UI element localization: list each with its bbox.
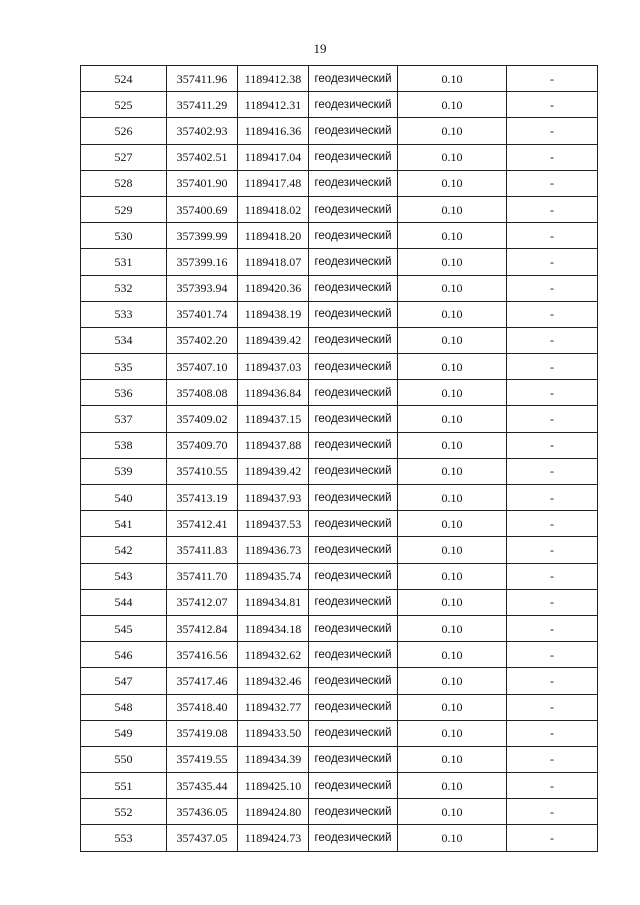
point-number-cell: 535 [81, 354, 167, 380]
table-row [81, 485, 598, 511]
accuracy-cell: 0.10 [398, 589, 507, 615]
accuracy-cell: 0.10 [398, 196, 507, 222]
table-row [81, 275, 598, 301]
table-row [81, 249, 598, 275]
y-coordinate-cell: 1189439.42 [238, 458, 309, 484]
accuracy-cell: 0.10 [398, 642, 507, 668]
accuracy-cell: 0.10 [398, 118, 507, 144]
method-cell: геодезический [309, 694, 398, 720]
note-cell: - [507, 720, 598, 746]
accuracy-cell: 0.10 [398, 380, 507, 406]
x-coordinate-cell: 357412.41 [167, 511, 238, 537]
method-cell: геодезический [309, 380, 398, 406]
method-cell: геодезический [309, 144, 398, 170]
x-coordinate-cell: 357435.44 [167, 773, 238, 799]
accuracy-cell: 0.10 [398, 746, 507, 772]
y-coordinate-cell: 1189434.18 [238, 615, 309, 641]
y-coordinate-cell: 1189432.62 [238, 642, 309, 668]
point-number-cell: 544 [81, 589, 167, 615]
table-row [81, 799, 598, 825]
note-cell: - [507, 249, 598, 275]
method-cell: геодезический [309, 485, 398, 511]
accuracy-cell: 0.10 [398, 406, 507, 432]
table-row [81, 563, 598, 589]
x-coordinate-cell: 357411.96 [167, 66, 238, 92]
y-coordinate-cell: 1189412.31 [238, 92, 309, 118]
x-coordinate-cell: 357411.29 [167, 92, 238, 118]
note-cell: - [507, 275, 598, 301]
table-row [81, 825, 598, 851]
point-number-cell: 548 [81, 694, 167, 720]
note-cell: - [507, 537, 598, 563]
method-cell: геодезический [309, 825, 398, 851]
note-cell: - [507, 380, 598, 406]
point-number-cell: 550 [81, 746, 167, 772]
y-coordinate-cell: 1189435.74 [238, 563, 309, 589]
method-cell: геодезический [309, 799, 398, 825]
table-row [81, 92, 598, 118]
point-number-cell: 537 [81, 406, 167, 432]
point-number-cell: 531 [81, 249, 167, 275]
note-cell: - [507, 406, 598, 432]
table-row [81, 694, 598, 720]
point-number-cell: 552 [81, 799, 167, 825]
x-coordinate-cell: 357419.55 [167, 746, 238, 772]
accuracy-cell: 0.10 [398, 170, 507, 196]
table-row [81, 642, 598, 668]
method-cell: геодезический [309, 249, 398, 275]
page-number: 19 [313, 41, 327, 56]
accuracy-cell: 0.10 [398, 694, 507, 720]
y-coordinate-cell: 1189424.80 [238, 799, 309, 825]
accuracy-cell: 0.10 [398, 537, 507, 563]
point-number-cell: 527 [81, 144, 167, 170]
note-cell: - [507, 668, 598, 694]
note-cell: - [507, 799, 598, 825]
y-coordinate-cell: 1189436.84 [238, 380, 309, 406]
accuracy-cell: 0.10 [398, 66, 507, 92]
y-coordinate-cell: 1189434.81 [238, 589, 309, 615]
x-coordinate-cell: 357399.99 [167, 223, 238, 249]
accuracy-cell: 0.10 [398, 432, 507, 458]
accuracy-cell: 0.10 [398, 799, 507, 825]
point-number-cell: 526 [81, 118, 167, 144]
x-coordinate-cell: 357399.16 [167, 249, 238, 275]
y-coordinate-cell: 1189432.77 [238, 694, 309, 720]
y-coordinate-cell: 1189438.19 [238, 301, 309, 327]
table-row [81, 170, 598, 196]
x-coordinate-cell: 357402.51 [167, 144, 238, 170]
method-cell: геодезический [309, 406, 398, 432]
point-number-cell: 539 [81, 458, 167, 484]
note-cell: - [507, 144, 598, 170]
method-cell: геодезический [309, 511, 398, 537]
x-coordinate-cell: 357401.74 [167, 301, 238, 327]
y-coordinate-cell: 1189434.39 [238, 746, 309, 772]
y-coordinate-cell: 1189417.48 [238, 170, 309, 196]
note-cell: - [507, 432, 598, 458]
table-row [81, 354, 598, 380]
x-coordinate-cell: 357418.40 [167, 694, 238, 720]
note-cell: - [507, 223, 598, 249]
note-cell: - [507, 327, 598, 353]
x-coordinate-cell: 357402.93 [167, 118, 238, 144]
x-coordinate-cell: 357409.70 [167, 432, 238, 458]
point-number-cell: 533 [81, 301, 167, 327]
y-coordinate-cell: 1189425.10 [238, 773, 309, 799]
note-cell: - [507, 196, 598, 222]
method-cell: геодезический [309, 458, 398, 484]
table-row [81, 118, 598, 144]
table-row [81, 589, 598, 615]
note-cell: - [507, 642, 598, 668]
point-number-cell: 524 [81, 66, 167, 92]
accuracy-cell: 0.10 [398, 615, 507, 641]
table-row [81, 66, 598, 92]
x-coordinate-cell: 357408.08 [167, 380, 238, 406]
note-cell: - [507, 825, 598, 851]
y-coordinate-cell: 1189418.02 [238, 196, 309, 222]
y-coordinate-cell: 1189437.93 [238, 485, 309, 511]
table-row [81, 746, 598, 772]
accuracy-cell: 0.10 [398, 301, 507, 327]
accuracy-cell: 0.10 [398, 773, 507, 799]
method-cell: геодезический [309, 563, 398, 589]
accuracy-cell: 0.10 [398, 144, 507, 170]
x-coordinate-cell: 357412.84 [167, 615, 238, 641]
y-coordinate-cell: 1189436.73 [238, 537, 309, 563]
note-cell: - [507, 589, 598, 615]
y-coordinate-cell: 1189433.50 [238, 720, 309, 746]
point-number-cell: 542 [81, 537, 167, 563]
method-cell: геодезический [309, 118, 398, 144]
method-cell: геодезический [309, 773, 398, 799]
table-row [81, 720, 598, 746]
point-number-cell: 530 [81, 223, 167, 249]
x-coordinate-cell: 357407.10 [167, 354, 238, 380]
y-coordinate-cell: 1189432.46 [238, 668, 309, 694]
x-coordinate-cell: 357417.46 [167, 668, 238, 694]
point-number-cell: 529 [81, 196, 167, 222]
x-coordinate-cell: 357413.19 [167, 485, 238, 511]
method-cell: геодезический [309, 196, 398, 222]
x-coordinate-cell: 357436.05 [167, 799, 238, 825]
table-row [81, 773, 598, 799]
table-row [81, 615, 598, 641]
method-cell: геодезический [309, 642, 398, 668]
accuracy-cell: 0.10 [398, 668, 507, 694]
table-row [81, 196, 598, 222]
method-cell: геодезический [309, 615, 398, 641]
point-number-cell: 540 [81, 485, 167, 511]
method-cell: геодезический [309, 327, 398, 353]
point-number-cell: 553 [81, 825, 167, 851]
note-cell: - [507, 354, 598, 380]
table-row [81, 537, 598, 563]
note-cell: - [507, 563, 598, 589]
y-coordinate-cell: 1189417.04 [238, 144, 309, 170]
x-coordinate-cell: 357419.08 [167, 720, 238, 746]
table-row [81, 144, 598, 170]
y-coordinate-cell: 1189412.38 [238, 66, 309, 92]
table-row [81, 301, 598, 327]
note-cell: - [507, 118, 598, 144]
method-cell: геодезический [309, 223, 398, 249]
y-coordinate-cell: 1189437.15 [238, 406, 309, 432]
accuracy-cell: 0.10 [398, 458, 507, 484]
x-coordinate-cell: 357393.94 [167, 275, 238, 301]
point-number-cell: 541 [81, 511, 167, 537]
table-row [81, 668, 598, 694]
method-cell: геодезический [309, 66, 398, 92]
method-cell: геодезический [309, 746, 398, 772]
x-coordinate-cell: 357412.07 [167, 589, 238, 615]
method-cell: геодезический [309, 537, 398, 563]
y-coordinate-cell: 1189437.53 [238, 511, 309, 537]
x-coordinate-cell: 357410.55 [167, 458, 238, 484]
accuracy-cell: 0.10 [398, 275, 507, 301]
note-cell: - [507, 773, 598, 799]
note-cell: - [507, 615, 598, 641]
point-number-cell: 545 [81, 615, 167, 641]
x-coordinate-cell: 357411.70 [167, 563, 238, 589]
note-cell: - [507, 511, 598, 537]
x-coordinate-cell: 357409.02 [167, 406, 238, 432]
method-cell: геодезический [309, 589, 398, 615]
point-number-cell: 546 [81, 642, 167, 668]
point-number-cell: 549 [81, 720, 167, 746]
coordinates-table-body [81, 66, 598, 852]
x-coordinate-cell: 357411.83 [167, 537, 238, 563]
accuracy-cell: 0.10 [398, 563, 507, 589]
method-cell: геодезический [309, 432, 398, 458]
table-row [81, 223, 598, 249]
table-row [81, 511, 598, 537]
accuracy-cell: 0.10 [398, 511, 507, 537]
accuracy-cell: 0.10 [398, 485, 507, 511]
x-coordinate-cell: 357401.90 [167, 170, 238, 196]
method-cell: геодезический [309, 301, 398, 327]
y-coordinate-cell: 1189437.88 [238, 432, 309, 458]
accuracy-cell: 0.10 [398, 92, 507, 118]
table-row [81, 458, 598, 484]
x-coordinate-cell: 357437.05 [167, 825, 238, 851]
method-cell: геодезический [309, 354, 398, 380]
table-row [81, 380, 598, 406]
table-row [81, 327, 598, 353]
method-cell: геодезический [309, 668, 398, 694]
accuracy-cell: 0.10 [398, 825, 507, 851]
point-number-cell: 543 [81, 563, 167, 589]
accuracy-cell: 0.10 [398, 354, 507, 380]
x-coordinate-cell: 357416.56 [167, 642, 238, 668]
point-number-cell: 534 [81, 327, 167, 353]
y-coordinate-cell: 1189420.36 [238, 275, 309, 301]
accuracy-cell: 0.10 [398, 249, 507, 275]
coordinates-table [80, 65, 598, 852]
point-number-cell: 551 [81, 773, 167, 799]
note-cell: - [507, 92, 598, 118]
x-coordinate-cell: 357400.69 [167, 196, 238, 222]
method-cell: геодезический [309, 92, 398, 118]
accuracy-cell: 0.10 [398, 327, 507, 353]
accuracy-cell: 0.10 [398, 720, 507, 746]
point-number-cell: 536 [81, 380, 167, 406]
note-cell: - [507, 694, 598, 720]
y-coordinate-cell: 1189424.73 [238, 825, 309, 851]
note-cell: - [507, 458, 598, 484]
note-cell: - [507, 485, 598, 511]
y-coordinate-cell: 1189418.20 [238, 223, 309, 249]
accuracy-cell: 0.10 [398, 223, 507, 249]
x-coordinate-cell: 357402.20 [167, 327, 238, 353]
point-number-cell: 538 [81, 432, 167, 458]
y-coordinate-cell: 1189437.03 [238, 354, 309, 380]
y-coordinate-cell: 1189418.07 [238, 249, 309, 275]
point-number-cell: 528 [81, 170, 167, 196]
table-row [81, 406, 598, 432]
point-number-cell: 547 [81, 668, 167, 694]
method-cell: геодезический [309, 170, 398, 196]
note-cell: - [507, 66, 598, 92]
note-cell: - [507, 746, 598, 772]
point-number-cell: 525 [81, 92, 167, 118]
method-cell: геодезический [309, 720, 398, 746]
method-cell: геодезический [309, 275, 398, 301]
note-cell: - [507, 301, 598, 327]
point-number-cell: 532 [81, 275, 167, 301]
note-cell: - [507, 170, 598, 196]
y-coordinate-cell: 1189439.42 [238, 327, 309, 353]
table-row [81, 432, 598, 458]
y-coordinate-cell: 1189416.36 [238, 118, 309, 144]
